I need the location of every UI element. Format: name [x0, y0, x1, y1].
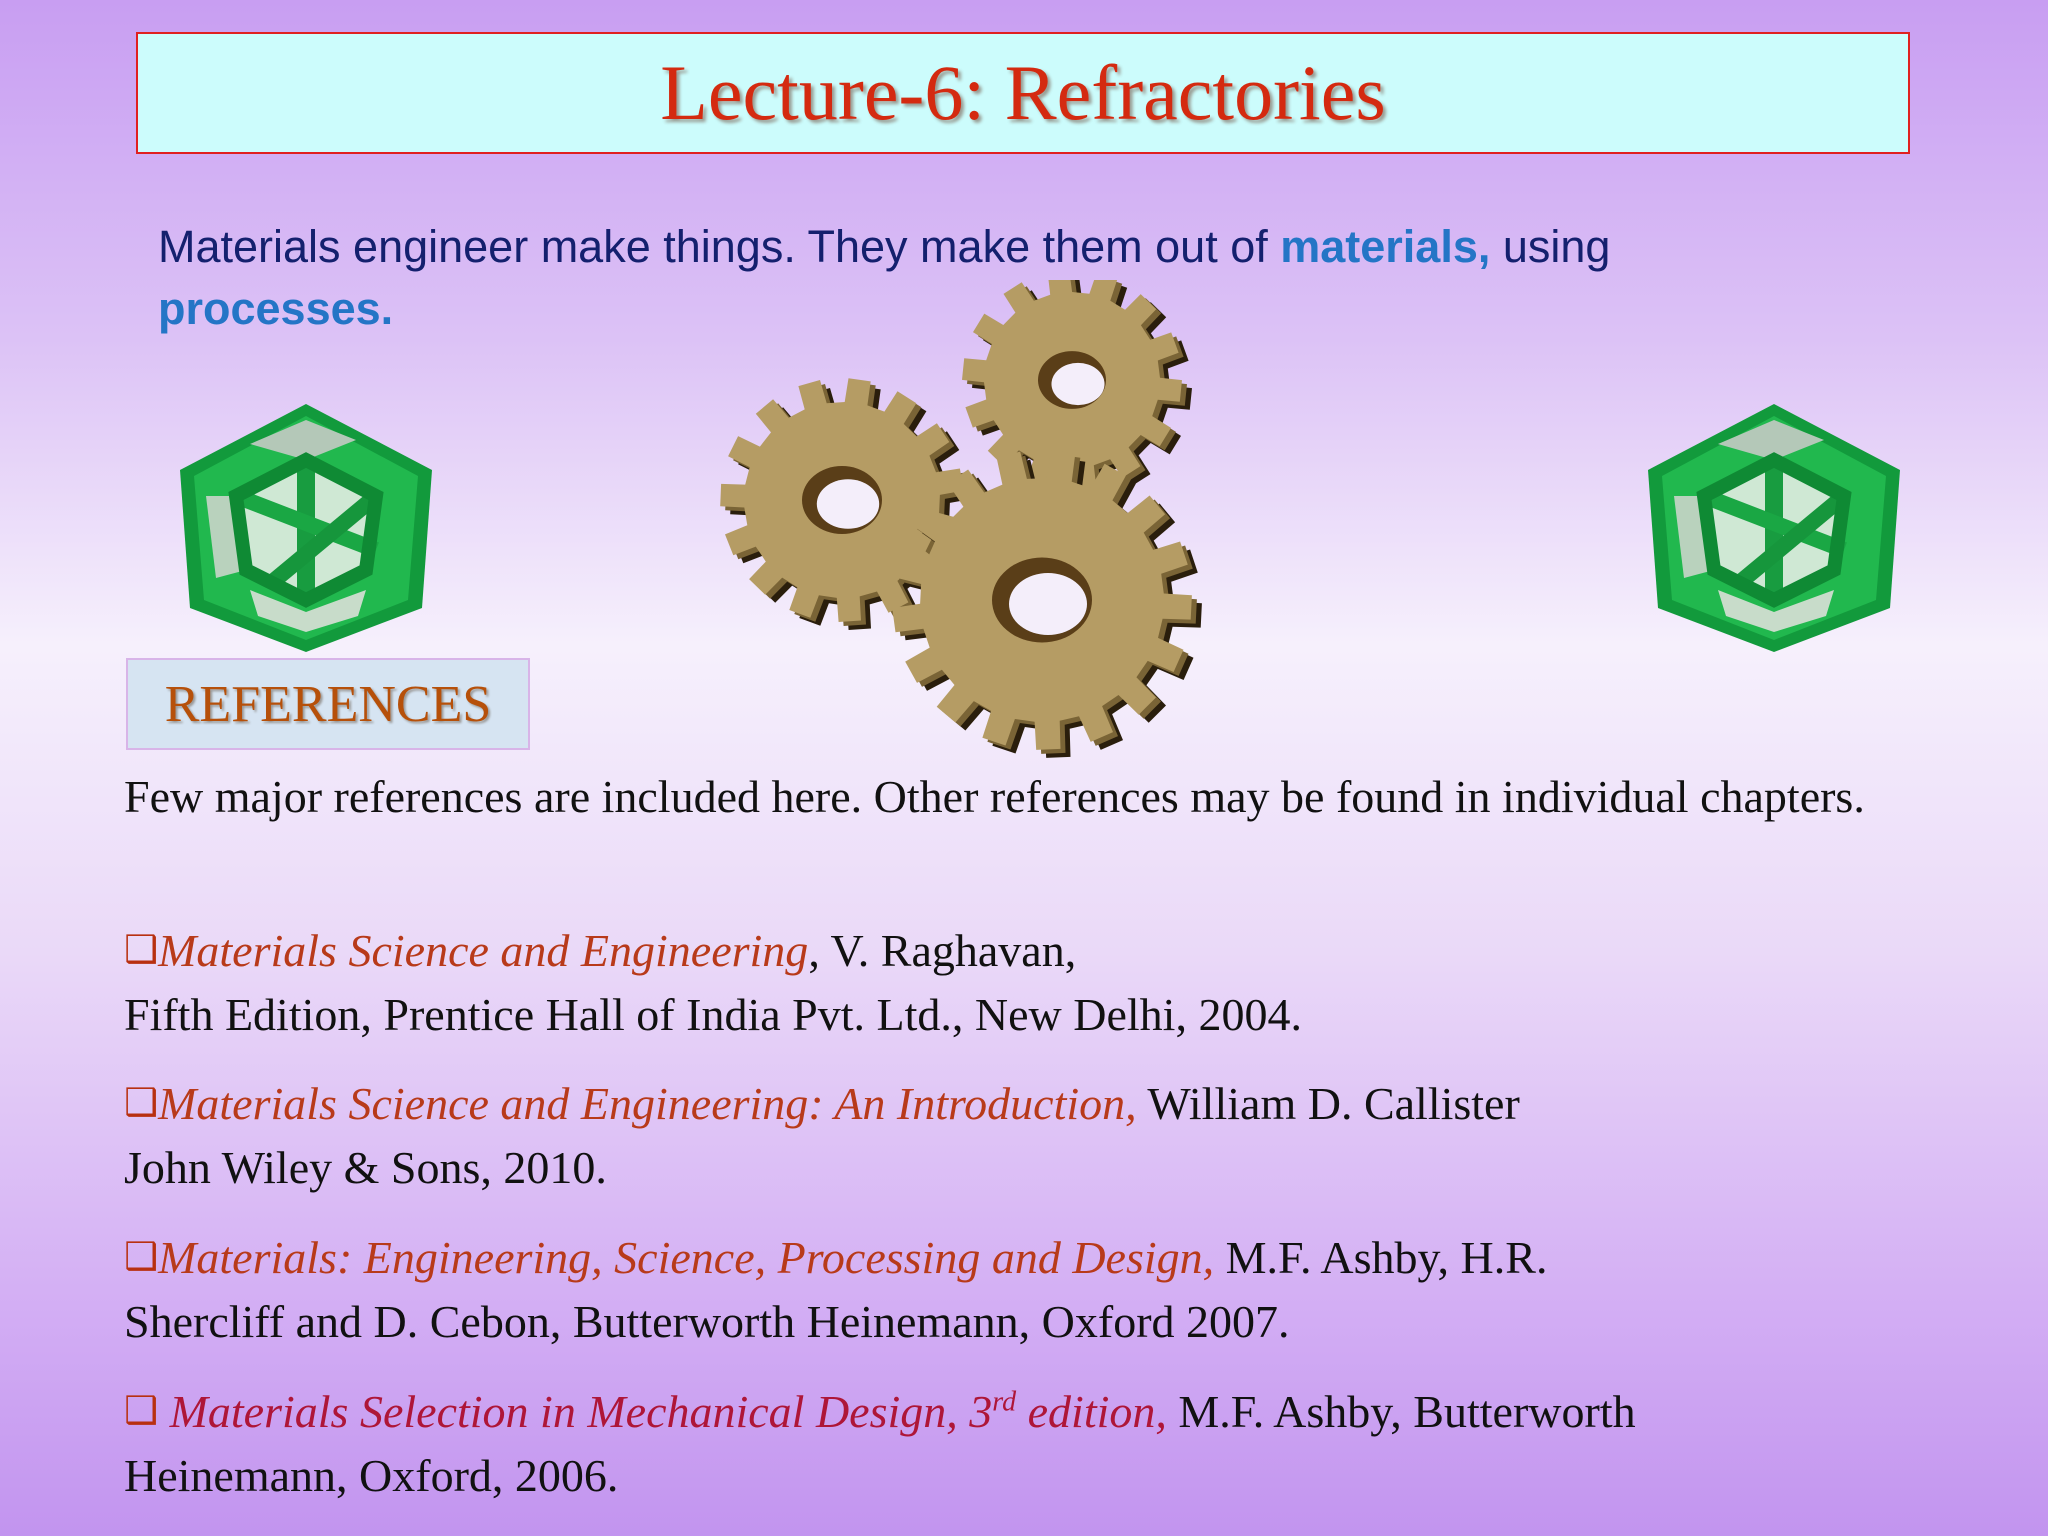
intro-text-1: Materials engineer make things. They make them out of [158, 221, 1281, 272]
reference-publisher: Shercliff and D. Cebon, Butterworth Heinemann, Oxford 2007. [124, 1296, 1290, 1347]
dodecahedron-left-icon [170, 400, 442, 656]
intro-emphasis-processes: processes. [158, 283, 394, 334]
checkbox-bullet-icon: ❑ [124, 1388, 159, 1432]
intro-text-2: using [1490, 221, 1611, 272]
dodecahedron-right-icon [1638, 400, 1910, 656]
reference-item [124, 920, 1964, 1045]
checkbox-bullet-icon: ❑ [124, 1080, 159, 1124]
reference-authors: William D. Callister [1136, 1078, 1520, 1129]
reference-item [124, 1381, 1964, 1506]
intro-emphasis-materials: materials, [1280, 221, 1491, 272]
reference-book-title: Materials: Engineering, Science, Processing and Design, [158, 1232, 1215, 1283]
title-box [136, 32, 1910, 154]
gear-hole-light [1009, 573, 1087, 635]
reference-item [124, 1073, 1964, 1198]
references-heading-box [126, 658, 530, 750]
reference-publisher: Heinemann, Oxford, 2006. [124, 1450, 619, 1501]
reference-book-title-part: edition, [1016, 1386, 1167, 1437]
reference-authors: M.F. Ashby, Butterworth [1166, 1386, 1636, 1437]
reference-book-title [170, 1386, 1167, 1437]
reference-authors: , V. Raghavan, [808, 925, 1077, 976]
reference-publisher: John Wiley & Sons, 2010. [124, 1142, 607, 1193]
gear-hole-light [1051, 363, 1104, 405]
gear-hole-light [817, 479, 879, 529]
references-intro: Few major references are included here. Other references may be found in individual chapters. [124, 771, 1865, 822]
reference-item [124, 1227, 1964, 1352]
reference-authors: M.F. Ashby, H.R. [1214, 1232, 1548, 1283]
gears-icon [712, 280, 1252, 780]
checkbox-bullet-icon: ❑ [124, 927, 159, 971]
reference-book-edition-sup: rd [992, 1386, 1017, 1418]
reference-book-title-part: Materials Selection in Mechanical Design, 3 [169, 1386, 993, 1437]
references-heading: REFERENCES [164, 675, 492, 733]
reference-book-title: Materials Science and Engineering [158, 925, 809, 976]
reference-book-title: Materials Science and Engineering: An Introduction, [158, 1078, 1137, 1129]
reference-publisher: Fifth Edition, Prentice Hall of India Pvt. Ltd., New Delhi, 2004. [124, 989, 1302, 1040]
checkbox-bullet-icon: ❑ [124, 1234, 159, 1278]
slide-title: Lecture-6: Refractories [660, 49, 1386, 136]
